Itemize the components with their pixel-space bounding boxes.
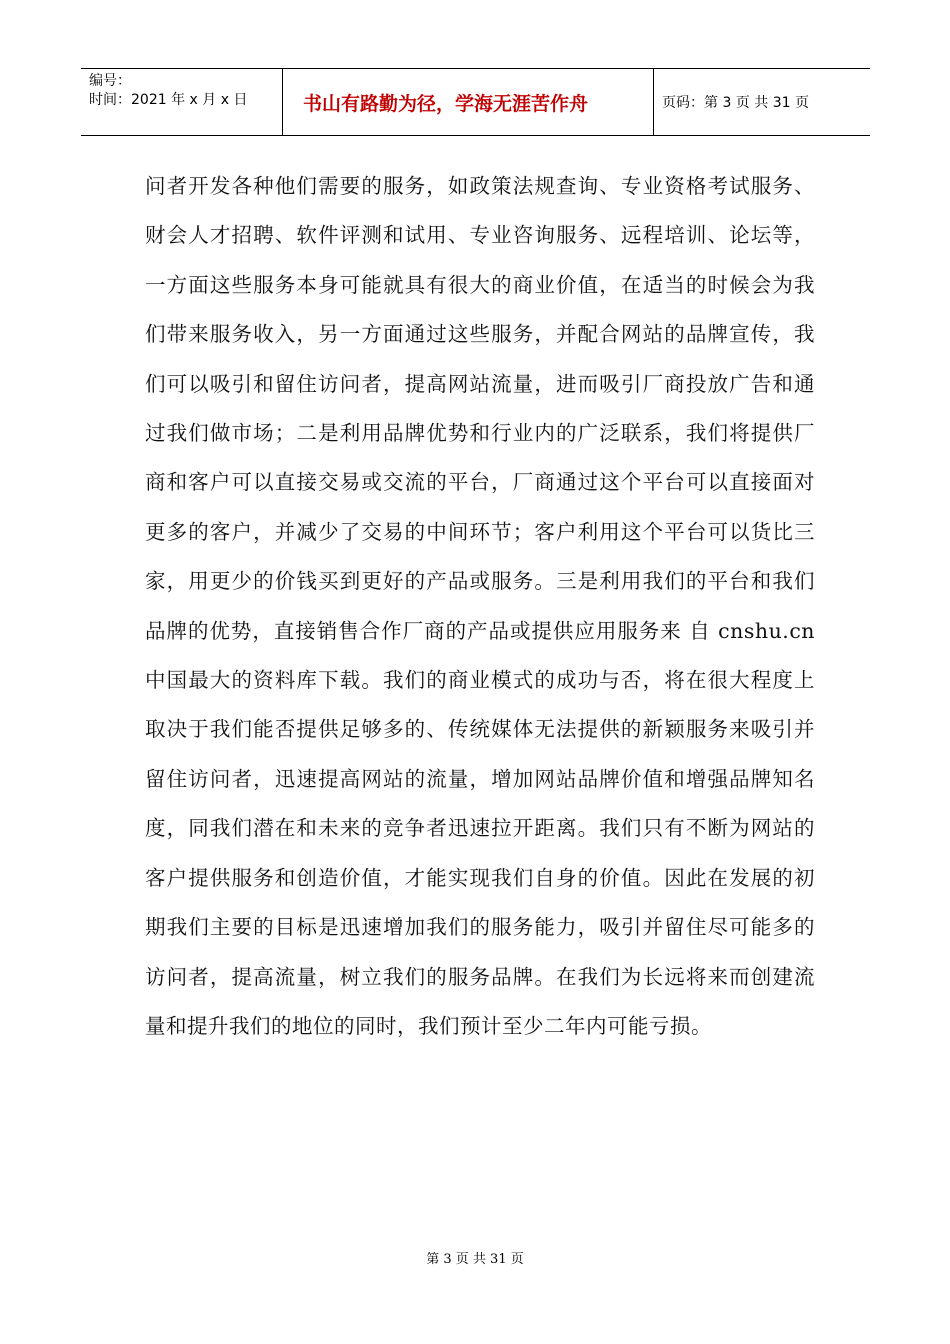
body-paragraph: 问者开发各种他们需要的服务，如政策法规查询、专业资格考试服务、财会人才招聘、软件评测和试用、专业咨询服务、远程培训、论坛等，一方面这些服务本身可能就具有很大的商业价值，在适当的时候会为我们带来服务收入，另一方面通过这些服务，并配合网站的品牌宣传，我们可以吸引和留住访问者，提高网站流量，进而吸引厂商投放广告和通过我们做市场；二是利用品牌优势和行业内的广泛联系，我们将提供厂商和客户可以直接交易或交流的平台，厂商通过这个平台可以直接面对更多的客户，并减少了交易的中间环节；客户利用这个平台可以货比三家，用更少的价钱买到更好的产品或服务。三是利用我们的平台和我们品牌的优势，直接销售合作厂商的产品或提供应用服务来 自 cnshu.cn 中国最大的资料库下载。我们的商业模式的成功与否，将在很大程度上取决于我们能否提供足够多的、传统媒体无法提供的新颖服务来吸引并留住访问者，迅速提高网站的流量，增加网站品牌价值和增强品牌知名度，同我们潜在和未来的竞争者迅速拉开距离。我们只有不断为网站的客户提供服务和创造价值，才能实现我们自身的价值。因此在发展的初期我们主要的目标是迅速增加我们的服务能力，吸引并留住尽可能多的访问者，提高流量，树立我们的服务品牌。在我们为长远将来而创建流量和提升我们的地位的同时，我们预计至少二年内可能亏损。 [145, 174, 815, 1038]
page-footer: 第 3 页 共 31 页 [426, 1252, 524, 1267]
document-number-label: 编号： [89, 73, 131, 89]
header-motto: 书山有路勤为径，学海无涯苦作舟 [283, 69, 654, 135]
header-meta [81, 69, 283, 135]
document-date-label: 时间：2021 年 x 月 x 日 [89, 92, 248, 108]
header-page-info: 页码：第 3 页 共 31 页 [662, 95, 809, 111]
page-header [81, 68, 870, 136]
